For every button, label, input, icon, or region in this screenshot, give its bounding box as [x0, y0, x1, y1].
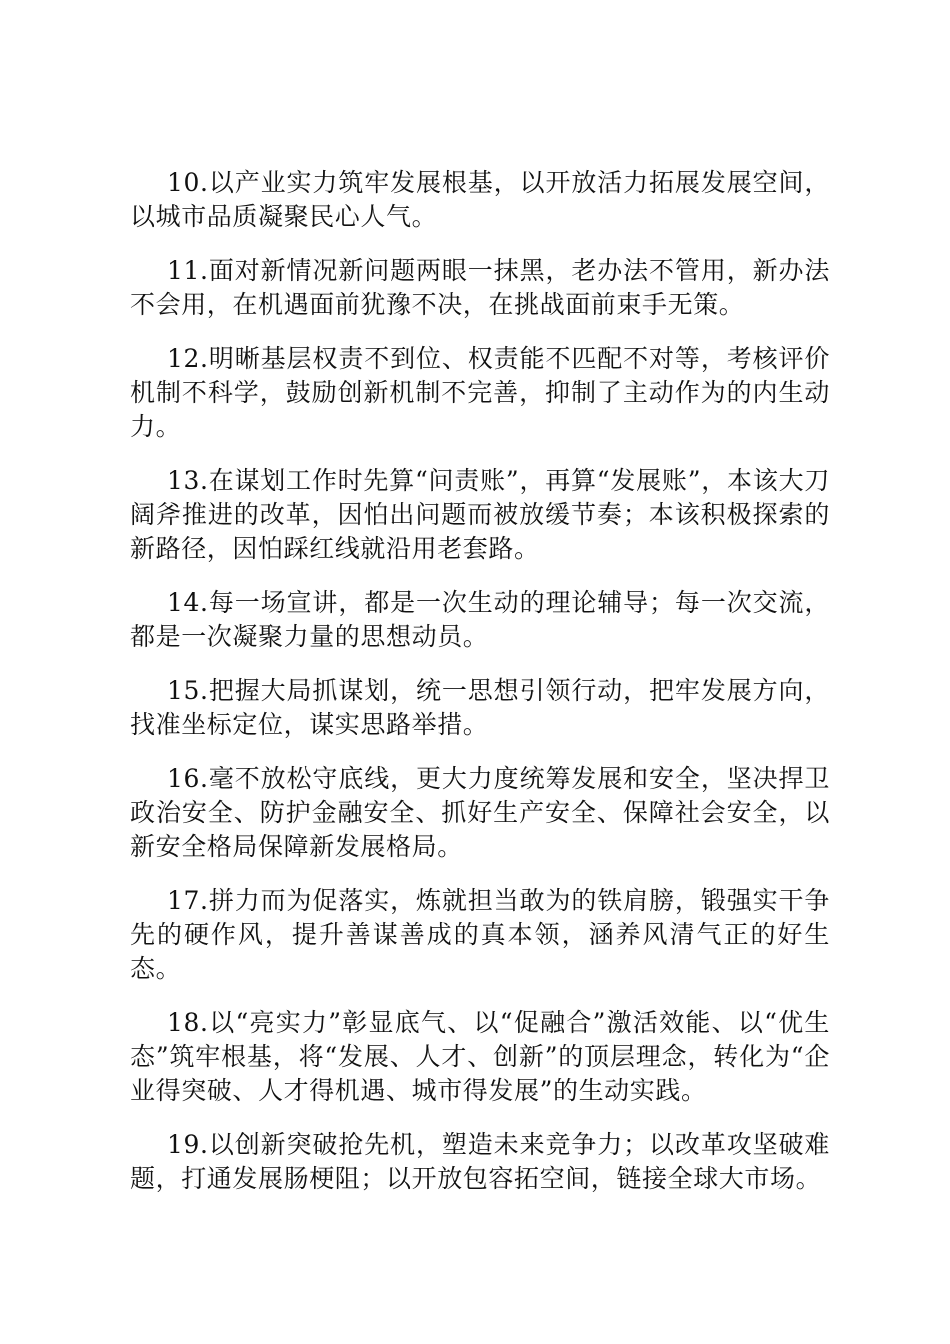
document-page: [130, 166, 830, 1216]
paragraph-15: 15.把握大局抓谋划，统一思想引领行动，把牢发展方向，找准坐标定位，谋实思路举措。: [130, 676, 830, 739]
paragraph-18: 18.以“亮实力”彰显底气、以“促融合”激活效能、以“优生态”筑牢根基，将“发展、人才、创新”的顶层理念，转化为“企业得突破、人才得机遇、城市得发展”的生动实践。: [130, 1008, 830, 1105]
paragraph-14: 14.每一场宣讲，都是一次生动的理论辅导；每一次交流，都是一次凝聚力量的思想动员。: [130, 588, 830, 651]
paragraph-17: 17.拼力而为促落实，炼就担当敢为的铁肩膀，锻强实干争先的硬作风，提升善谋善成的真本领，涵养风清气正的好生态。: [130, 886, 830, 983]
paragraph-12: 12.明晰基层权责不到位、权责能不匹配不对等，考核评价机制不科学，鼓励创新机制不完善，抑制了主动作为的内生动力。: [130, 344, 830, 441]
paragraph-10: 10.以产业实力筑牢发展根基，以开放活力拓展发展空间，以城市品质凝聚民心人气。: [130, 168, 830, 231]
paragraph-11: 11.面对新情况新问题两眼一抹黑，老办法不管用，新办法不会用，在机遇面前犹豫不决，在挑战面前束手无策。: [130, 256, 830, 319]
paragraph-19: 19.以创新突破抢先机，塑造未来竞争力；以改革攻坚破难题，打通发展肠梗阻；以开放包容拓空间，链接全球大市场。: [130, 1130, 830, 1193]
paragraph-13: 13.在谋划工作时先算“问责账”，再算“发展账”，本该大刀阔斧推进的改革，因怕出问题而被放缓节奏；本该积极探索的新路径，因怕踩红线就沿用老套路。: [130, 466, 830, 563]
paragraph-16: 16.毫不放松守底线，更大力度统筹发展和安全，坚决捍卫政治安全、防护金融安全、抓好生产安全、保障社会安全，以新安全格局保障新发展格局。: [130, 764, 830, 861]
